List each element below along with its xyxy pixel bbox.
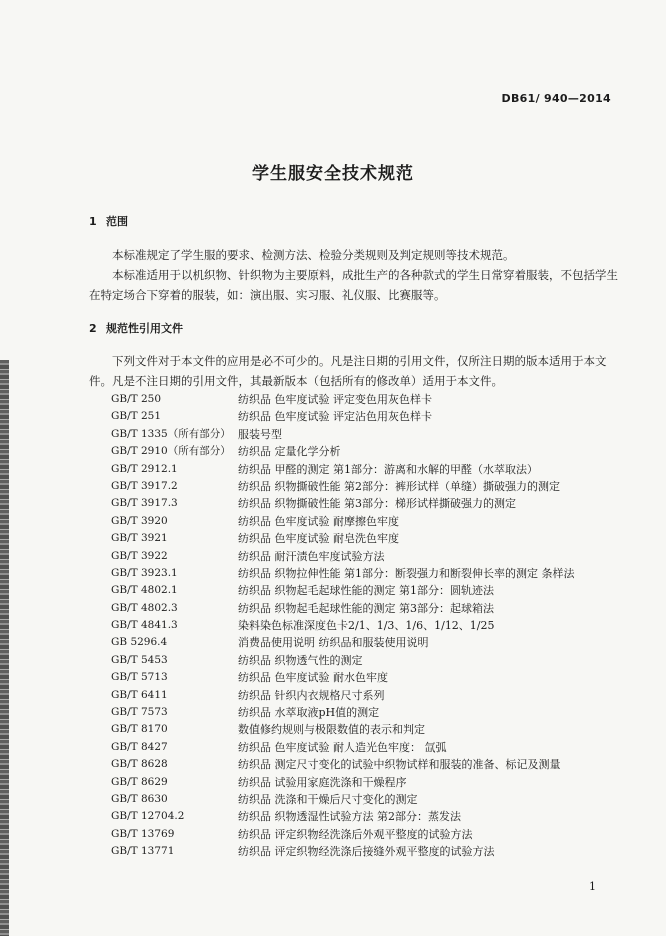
reference-title: 纺织品 甲醛的测定 第1部分：游离和水解的甲醛（水萃取法） bbox=[238, 462, 538, 476]
scan-edge-shadow bbox=[0, 360, 9, 936]
reference-row bbox=[111, 391, 575, 408]
reference-code: GB/T 3922 bbox=[111, 549, 168, 562]
reference-title: 纺织品 针织内衣规格尺寸系列 bbox=[238, 688, 385, 702]
reference-title: 纺织品 测定尺寸变化的试验中织物试样和服装的准备、标记及测量 bbox=[238, 758, 561, 772]
reference-title: 纺织品 织物透湿性试验方法 第2部分：蒸发法 bbox=[238, 810, 461, 824]
reference-code: GB/T 8170 bbox=[111, 723, 168, 736]
reference-code: GB/T 3921 bbox=[111, 532, 168, 545]
reference-title: 纺织品 试验用家庭洗涤和干燥程序 bbox=[238, 775, 407, 789]
reference-title: 纺织品 洗涤和干燥后尺寸变化的测定 bbox=[238, 792, 418, 806]
reference-code: GB/T 3923.1 bbox=[111, 566, 178, 579]
reference-code: GB/T 3920 bbox=[111, 514, 168, 527]
reference-code: GB/T 3917.2 bbox=[111, 479, 178, 492]
reference-code: GB/T 7573 bbox=[111, 706, 168, 719]
reference-code: GB/T 8628 bbox=[111, 758, 168, 771]
reference-title: 纺织品 色牢度试验 耐水色牢度 bbox=[238, 671, 388, 685]
reference-row bbox=[111, 687, 575, 704]
reference-title: 纺织品 耐汗渍色牢度试验方法 bbox=[238, 549, 385, 563]
reference-title: 纺织品 色牢度试验 评定变色用灰色样卡 bbox=[238, 393, 432, 406]
reference-title: 纺织品 色牢度试验 耐皂洗色牢度 bbox=[238, 532, 399, 546]
reference-title: 纺织品 定量化学分析 bbox=[238, 445, 341, 459]
reference-code: GB/T 251 bbox=[111, 410, 162, 423]
reference-row bbox=[111, 600, 575, 617]
section-title: 范围 bbox=[106, 215, 128, 228]
reference-title: 纺织品 水萃取液pH值的测定 bbox=[238, 706, 380, 720]
reference-row bbox=[111, 756, 575, 773]
reference-row bbox=[111, 495, 575, 512]
reference-code: GB/T 1335（所有部分） bbox=[111, 427, 231, 440]
reference-title: 纺织品 色牢度试验 耐摩擦色牢度 bbox=[238, 514, 399, 528]
reference-title: 数值修约规则与极限数值的表示和判定 bbox=[238, 723, 425, 737]
section-number: 2 bbox=[89, 322, 97, 335]
reference-row bbox=[111, 461, 575, 478]
reference-title: 纺织品 织物透气性的测定 bbox=[238, 653, 363, 667]
reference-row bbox=[111, 408, 575, 425]
reference-row bbox=[111, 843, 575, 860]
reference-row bbox=[111, 739, 575, 756]
section-heading-normative-references bbox=[89, 320, 183, 336]
section-number: 1 bbox=[89, 215, 97, 228]
reference-code: GB/T 250 bbox=[111, 393, 162, 405]
reference-code: GB/T 13771 bbox=[111, 845, 175, 858]
reference-code: GB/T 5713 bbox=[111, 671, 168, 684]
reference-code: GB/T 8630 bbox=[111, 792, 168, 805]
reference-row bbox=[111, 548, 575, 565]
reference-row bbox=[111, 669, 575, 686]
reference-row bbox=[111, 652, 575, 669]
paragraph: 本标准适用于以机织物、针织物为主要原料，成批生产的各种款式的学生日常穿着服装，不包括学生在特定场合下穿着的服装，如：演出服、实习服、礼仪服、比赛服等。 bbox=[89, 268, 618, 302]
reference-title: 纺织品 织物起毛起球性能的测定 第1部分：圆轨迹法 bbox=[238, 584, 494, 598]
paragraph: 下列文件对于本文件的应用是必不可少的。凡是注日期的引用文件，仅所注日期的版本适用于本文件。凡是不注日期的引用文件，其最新版本（包括所有的修改单）适用于本文件。 bbox=[89, 354, 607, 388]
reference-code: GB/T 3917.3 bbox=[111, 497, 178, 510]
document-title: 学生服安全技术规范 bbox=[252, 164, 414, 184]
reference-row bbox=[111, 774, 575, 791]
section-heading-scope bbox=[89, 213, 128, 229]
reference-row bbox=[111, 530, 575, 547]
page-number: 1 bbox=[589, 880, 596, 893]
reference-row bbox=[111, 582, 575, 599]
reference-code: GB 5296.4 bbox=[111, 636, 168, 649]
reference-title: 消费品使用说明 纺织品和服装使用说明 bbox=[238, 636, 429, 650]
reference-row bbox=[111, 826, 575, 843]
reference-code: GB/T 8629 bbox=[111, 775, 168, 788]
reference-title: 服装号型 bbox=[238, 427, 282, 441]
reference-title: 纺织品 评定织物经洗涤后接缝外观平整度的试验方法 bbox=[238, 845, 495, 859]
reference-code: GB/T 6411 bbox=[111, 688, 168, 701]
reference-row bbox=[111, 443, 575, 460]
reference-title: 纺织品 织物撕破性能 第3部分：梯形试样撕破强力的测定 bbox=[238, 497, 516, 511]
reference-code: GB/T 4802.3 bbox=[111, 601, 178, 614]
reference-row bbox=[111, 513, 575, 530]
reference-row bbox=[111, 426, 575, 443]
reference-code: GB/T 5453 bbox=[111, 653, 168, 666]
reference-code: GB/T 12704.2 bbox=[111, 810, 185, 823]
reference-row bbox=[111, 808, 575, 825]
reference-row bbox=[111, 721, 575, 738]
reference-title: 纺织品 织物拉伸性能 第1部分：断裂强力和断裂伸长率的测定 条样法 bbox=[238, 566, 575, 580]
reference-code: GB/T 8427 bbox=[111, 740, 168, 753]
reference-title: 纺织品 织物起毛起球性能的测定 第3部分：起球箱法 bbox=[238, 601, 494, 615]
reference-title: 纺织品 织物撕破性能 第2部分：裤形试样（单缝）撕破强力的测定 bbox=[238, 479, 560, 493]
reference-title: 染料染色标准深度色卡2/1、1/3、1/6、1/12、1/25 bbox=[238, 619, 495, 633]
reference-row bbox=[111, 565, 575, 582]
reference-title: 纺织品 色牢度试验 评定沾色用灰色样卡 bbox=[238, 410, 432, 424]
standard-code: DB61/ 940—2014 bbox=[501, 92, 611, 105]
reference-row bbox=[111, 704, 575, 721]
reference-code: GB/T 4841.3 bbox=[111, 619, 178, 632]
reference-code: GB/T 2912.1 bbox=[111, 462, 178, 475]
reference-row bbox=[111, 791, 575, 808]
reference-row bbox=[111, 617, 575, 634]
paragraph: 本标准规定了学生服的要求、检测方法、检验分类规则及判定规则等技术规范。 bbox=[112, 248, 515, 262]
section-title: 规范性引用文件 bbox=[106, 322, 183, 335]
reference-title: 纺织品 色牢度试验 耐人造光色牢度： 氙弧 bbox=[238, 740, 447, 754]
reference-code: GB/T 2910（所有部分） bbox=[111, 445, 231, 458]
reference-row bbox=[111, 634, 575, 651]
reference-list bbox=[111, 391, 575, 861]
reference-code: GB/T 13769 bbox=[111, 827, 175, 840]
reference-row bbox=[111, 478, 575, 495]
reference-title: 纺织品 评定织物经洗涤后外观平整度的试验方法 bbox=[238, 827, 473, 841]
reference-code: GB/T 4802.1 bbox=[111, 584, 178, 597]
